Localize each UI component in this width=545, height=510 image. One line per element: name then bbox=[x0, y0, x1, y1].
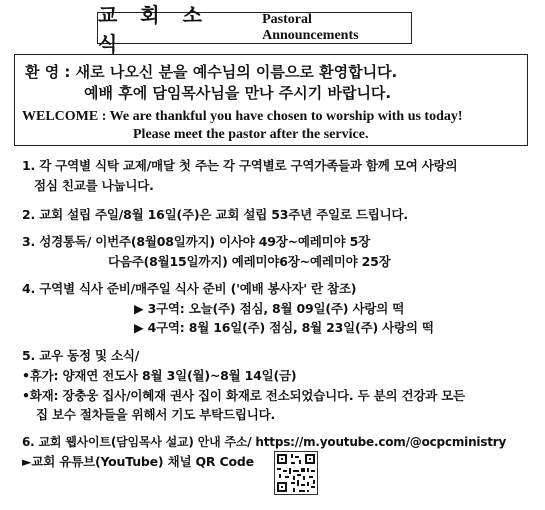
item6-line1: 6. 교회 웹사이트(담임목사 설교) 안내 주소/ https://m.youtube.com/@ocpcministry bbox=[22, 435, 507, 449]
item3-line1: 3. 성경통독/ 이번주(8월08일까지) 이사야 49장~예레미야 5장 bbox=[22, 234, 370, 249]
item2: 2. 교회 설립 주일/8월 16일(주)은 교회 설립 53주년 주일로 드립니다. bbox=[22, 207, 408, 222]
welcome-english-line2: Please meet the pastor after the service. bbox=[133, 127, 369, 142]
item4-line1: 4. 구역별 식사 준비/매주일 식사 준비 ('예배 봉사자' 란 참조) bbox=[22, 281, 357, 296]
item6-line2: ►교회 유튜브(YouTube) 채널 QR Code bbox=[22, 454, 254, 469]
qr-code-icon[interactable] bbox=[274, 451, 318, 495]
item1-line1: 1. 각 구역별 식탁 교제/매달 첫 주는 각 구역별로 구역가족들과 함께 모여 사랑의 bbox=[22, 158, 458, 173]
qr-code-graphic bbox=[275, 452, 317, 494]
item5-line1: 5. 교우 동정 및 소식/ bbox=[22, 348, 140, 363]
item4-line3: ▶ 4구역: 8월 16일(주) 점심, 8월 23일(주) 사랑의 떡 bbox=[134, 320, 434, 335]
item5-line4: 집 보수 절차들을 위해서 기도 부탁드립니다. bbox=[36, 407, 276, 422]
item5-line2: •휴가: 양재연 전도사 8월 3일(월)~8월 14일(금) bbox=[22, 368, 297, 383]
welcome-korean-line2: 예배 후에 담임목사님을 만나 주시기 바랍니다. bbox=[84, 84, 392, 102]
welcome-korean-line1: 환 영 : 새로 나오신 분을 예수님의 이름으로 환영합니다. bbox=[25, 63, 398, 81]
item4-line2: ▶ 3구역: 오늘(주) 점심, 8월 09일(주) 사랑의 떡 bbox=[134, 301, 405, 316]
title-korean: 교 회 소 식 bbox=[98, 3, 210, 56]
title-box bbox=[97, 3, 412, 56]
title-english: Pastoral Announcements bbox=[262, 12, 359, 43]
item1-line2: 점심 친교를 나눕니다. bbox=[34, 178, 154, 193]
item3-line2: 다음주(8월15일까지) 예레미야6장~예레미야 25장 bbox=[108, 254, 391, 269]
welcome-box bbox=[14, 54, 528, 146]
item5-line3: •화재: 장충웅 집사/이혜재 권사 집이 화재로 전소되었습니다. 두 분의 건강과 모든 bbox=[22, 388, 466, 403]
welcome-english-line1: WELCOME : We are thankful you have chosen to worship with us today! bbox=[22, 109, 463, 124]
